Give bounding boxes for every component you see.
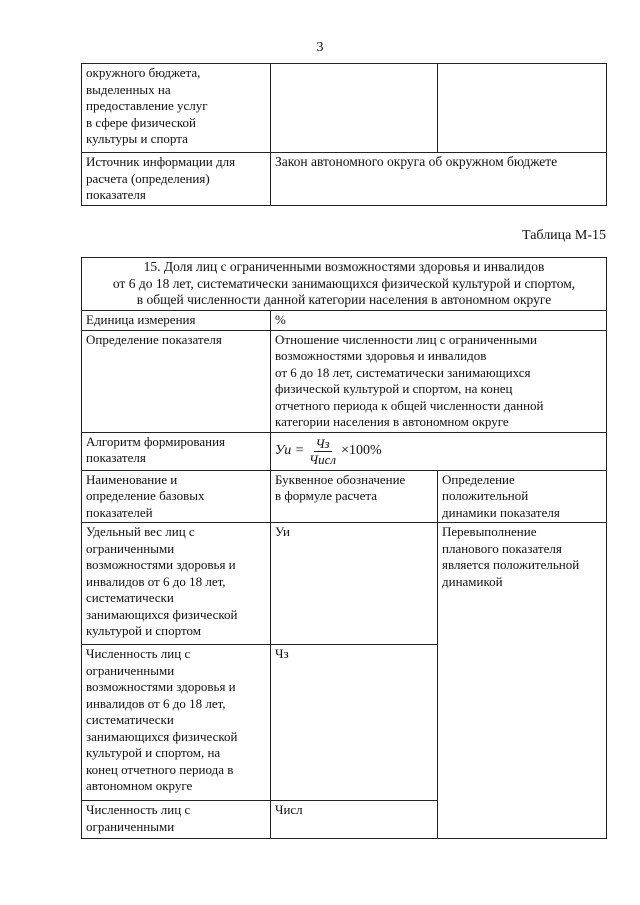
definition-value: Отношение численности лиц с ограниченными возможностями здоровья и инвалидов от 6 до 18 лет, систематически занимающихся физической культурой и спортом, на конец отчетного периода к общей численности данной категории населения в автономном округе	[271, 330, 607, 432]
formula-fraction	[307, 436, 338, 467]
base-indicator-symbol-1: Уи	[271, 523, 438, 645]
source-value: Закон автономного округа об окружном бюджете	[271, 153, 607, 206]
budget-table	[81, 63, 607, 206]
formula-lhs: Уи =	[275, 442, 305, 458]
base-indicator-name-3: Численность лиц с ограниченными	[82, 801, 271, 839]
header-dynamics: Определение положительной динамики показателя	[438, 470, 607, 523]
base-indicator-name-2: Численность лиц с ограниченными возможностями здоровья и инвалидов от 6 до 18 лет, систематически занимающихся физической культурой и спортом, на конец отчетного периода в автономном округе	[82, 645, 271, 801]
table-caption: Таблица М-15	[522, 228, 606, 243]
indicator-table	[81, 257, 607, 839]
algorithm-label: Алгоритм формирования показателя	[82, 432, 271, 470]
source-label: Источник информации для расчета (определения) показателя	[82, 153, 271, 206]
formula-cell	[271, 432, 607, 470]
formula-rhs: ×100%	[341, 442, 382, 458]
formula-numerator: Чз	[315, 435, 330, 451]
formula	[275, 434, 602, 469]
indicator-title: 15. Доля лиц с ограниченными возможностями здоровья и инвалидов от 6 до 18 лет, систематически занимающихся физической культурой и спортом, в общей численности данной категории населения в автономном округе	[82, 258, 607, 311]
base-indicator-symbol-3: Числ	[271, 801, 438, 839]
header-symbol: Буквенное обозначение в формуле расчета	[271, 470, 438, 523]
header-name: Наименование и определение базовых показателей	[82, 470, 271, 523]
budget-value-cell	[271, 64, 438, 153]
budget-dynamics-cell	[438, 64, 607, 153]
formula-denominator: Числ	[309, 451, 337, 467]
page-number: 3	[316, 40, 324, 55]
unit-value: %	[271, 311, 607, 331]
positive-dynamics: Перевыполнение планового показателя является положительной динамикой	[438, 523, 607, 839]
base-indicator-name-1: Удельный вес лиц с ограниченными возможностями здоровья и инвалидов от 6 до 18 лет, систематически занимающихся физической культурой и спортом	[82, 523, 271, 645]
base-indicator-symbol-2: Чз	[271, 645, 438, 801]
definition-label: Определение показателя	[82, 330, 271, 432]
unit-label: Единица измерения	[82, 311, 271, 331]
budget-label: окружного бюджета, выделенных на предоставление услуг в сфере физической культуры и спорта	[82, 64, 271, 153]
